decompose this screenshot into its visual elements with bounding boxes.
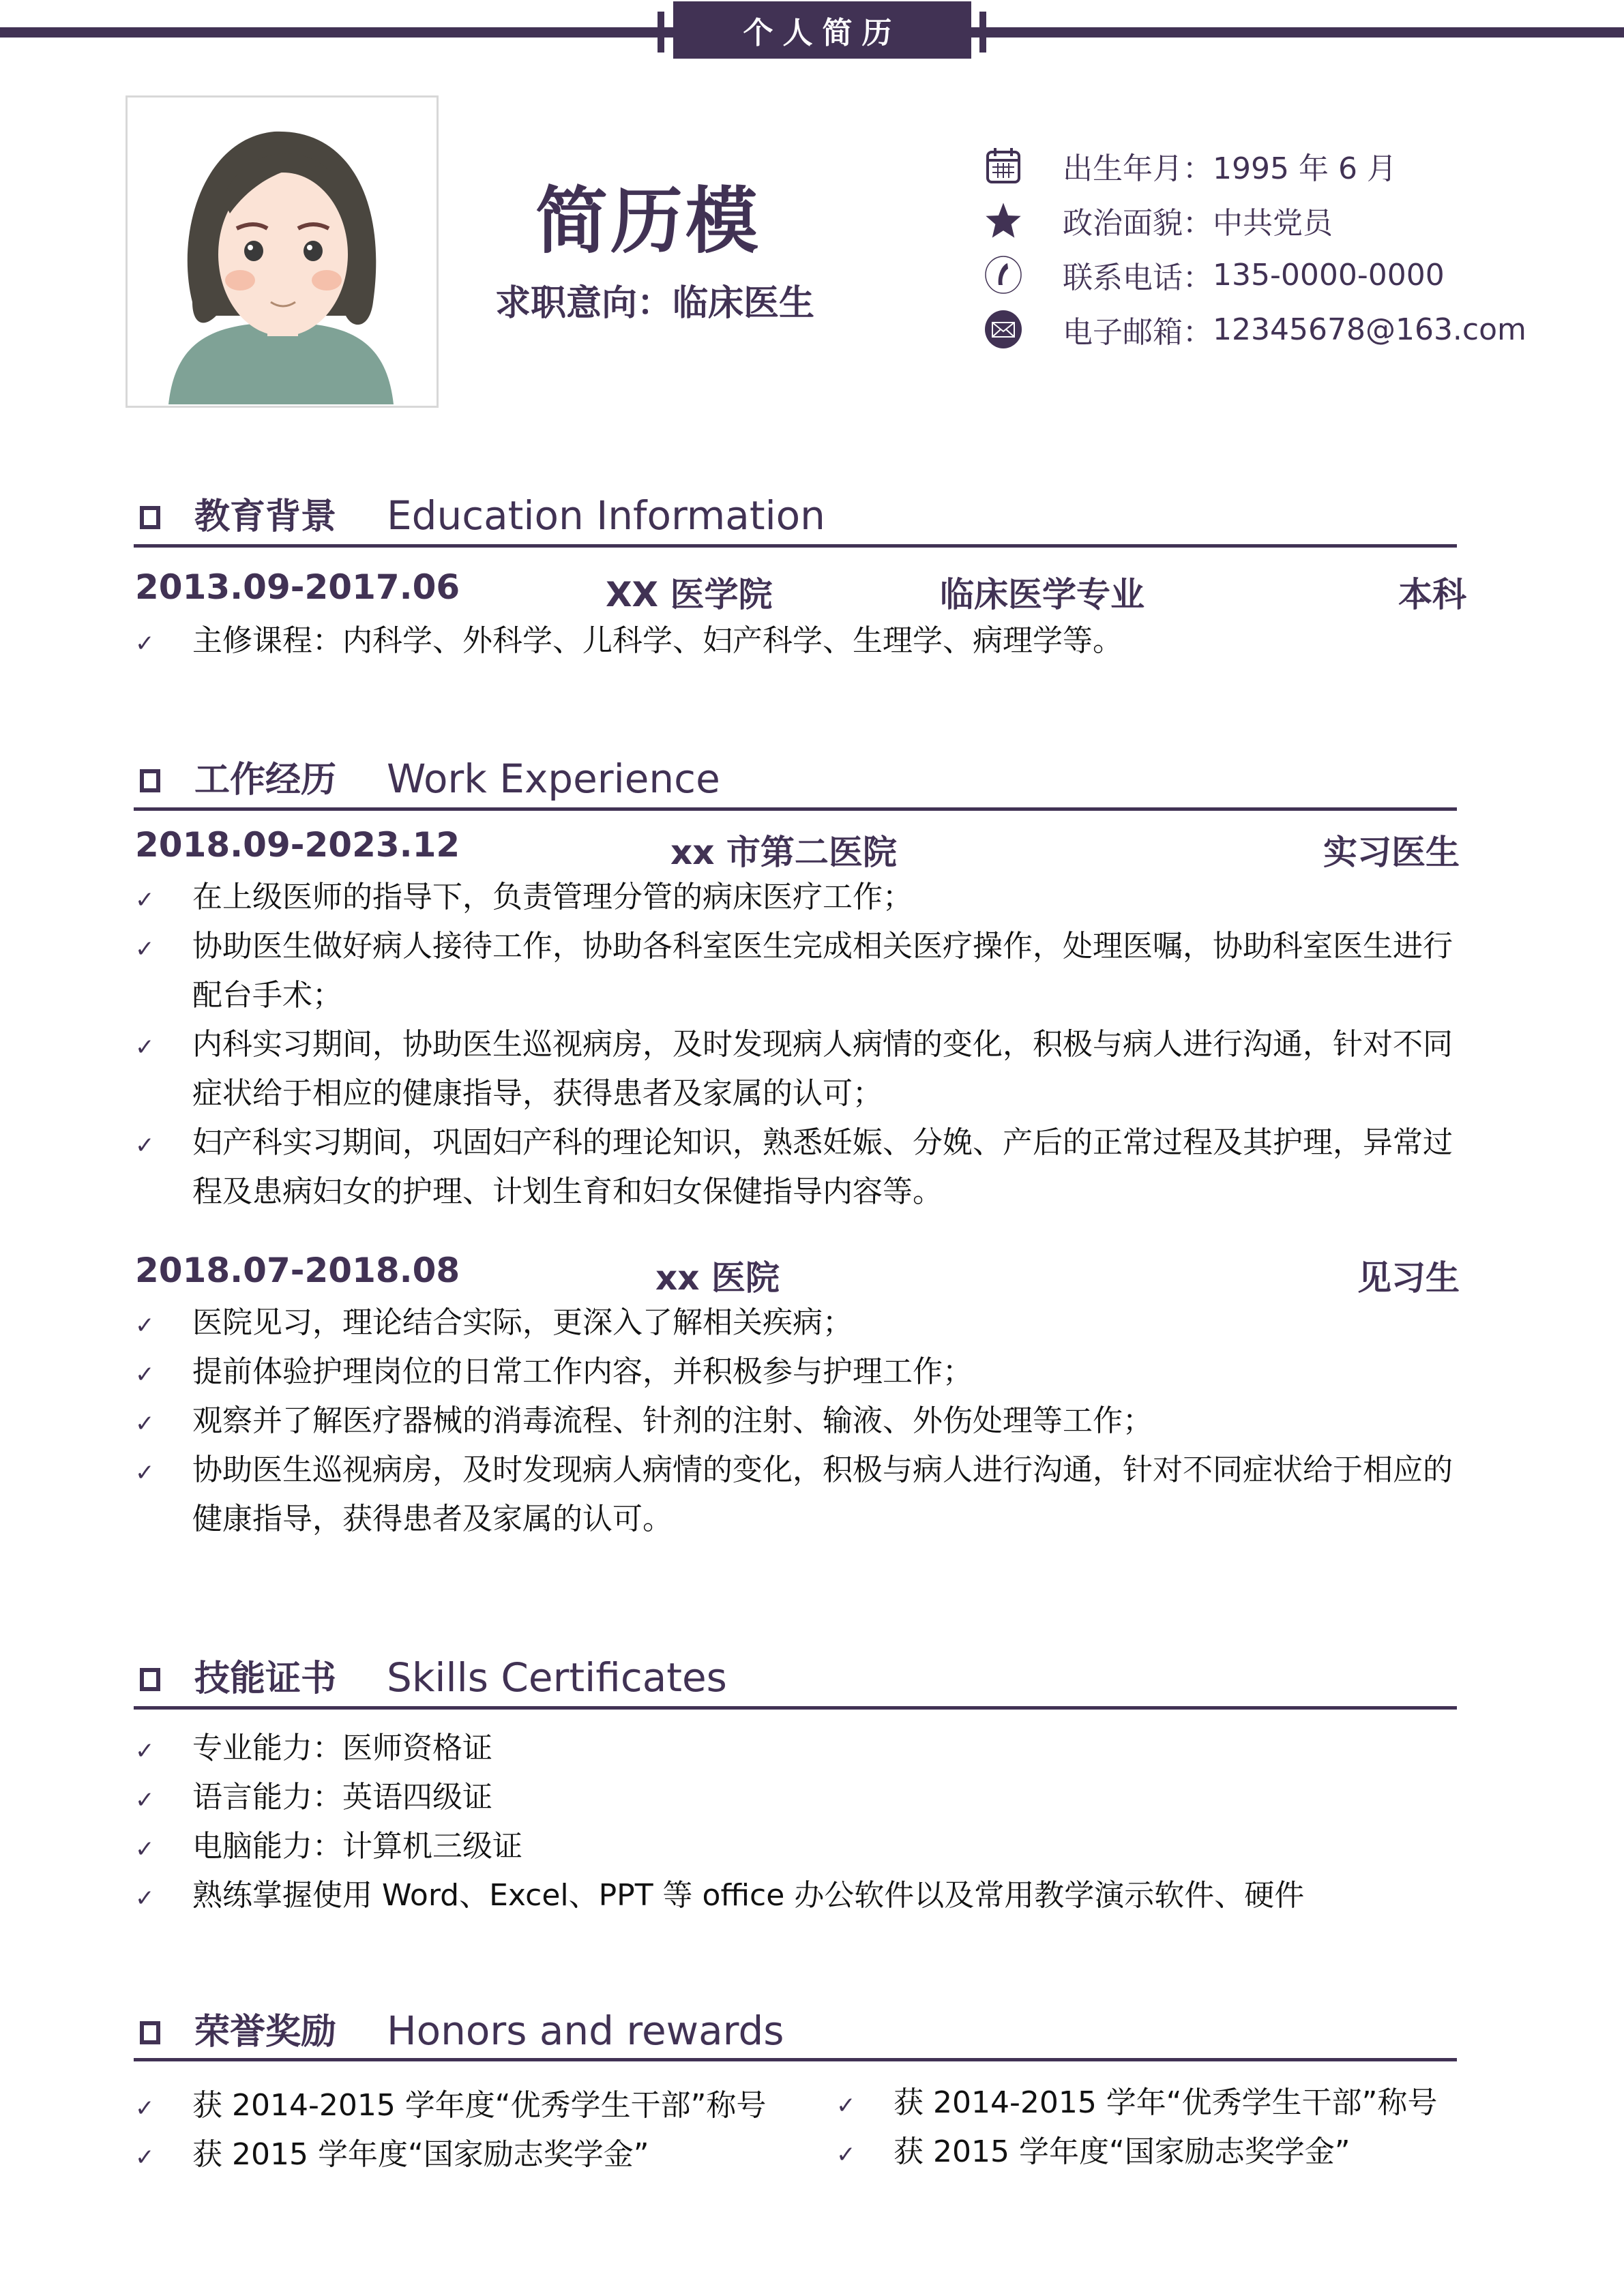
section-title-cn: 工作经历 [194,760,337,801]
banner-bracket-right [979,12,986,53]
mail-icon [982,308,1024,351]
work-org: xx 市第二医院 [670,833,897,872]
list-item: ✓ 专业能力：医师资格证 [135,1724,1472,1776]
edu-period: 2013.09-2017.06 [135,567,460,607]
checkmark-icon: ✓ [135,1410,155,1437]
calendar-icon [982,145,1024,187]
section-work-header [140,747,1463,802]
list-item: ✓ 主修课程：内科学、外科学、儿科学、妇产科学、生理学、病理学等。 [135,616,1472,668]
checkmark-icon: ✓ [135,1787,155,1814]
checkmark-icon: ✓ [135,1738,155,1765]
list-item: ✓ 获 2015 学年度“国家励志奖学金” [135,2130,817,2182]
banner-bracket-left [658,12,664,53]
work-entry [135,825,1460,872]
edu-school: XX 医学院 [606,575,773,614]
list-item: ✓ 语言能力：英语四级证 [135,1773,1472,1825]
square-bullet-icon [140,506,160,529]
edu-degree: 本科 [1398,575,1466,614]
section-divider [134,2058,1457,2061]
contact-birth [982,145,1397,186]
edu-major: 临床医学专业 [940,575,1145,614]
checkmark-icon: ✓ [135,1312,155,1339]
section-title-cn: 荣誉奖励 [194,2012,337,2053]
section-divider [134,807,1457,811]
section-title-cn: 教育背景 [194,496,337,537]
list-item: ✓ 获 2014-2015 学年“优秀学生干部”称号 [836,2078,1505,2130]
contact-value: 1995 年 6 月 [1213,151,1397,186]
checkmark-icon: ✓ [135,2095,155,2122]
checkmark-icon: ✓ [135,1034,155,1061]
contact-label: 电子邮箱： [1063,315,1213,350]
star-icon [982,199,1024,241]
checkmark-icon: ✓ [135,1885,155,1912]
square-bullet-icon [140,1668,160,1691]
contact-label: 政治面貌： [1063,206,1213,241]
list-item: ✓ 协助医生巡视病房，及时发现病人病情的变化，积极与病人进行沟通，针对不同症状给于相应的健康指导，获得患者及家属的认可。 [135,1446,1472,1544]
list-item: ✓ 在上级医师的指导下，负责管理分管的病床医疗工作； [135,873,1472,925]
section-divider [134,1706,1457,1710]
avatar-photo [126,95,439,408]
contact-value: 135-0000-0000 [1213,257,1445,293]
work-period: 2018.09-2023.12 [135,825,460,865]
section-title-en: Honors and rewards [387,2008,784,2054]
checkmark-icon: ✓ [135,2144,155,2171]
checkmark-icon: ✓ [836,2141,856,2168]
list-item: ✓ 妇产科实习期间，巩固妇产科的理论知识，熟悉妊娠、分娩、产后的正常过程及其护理，异常过程及患病妇女的护理、计划生育和妇女保健指导内容等。 [135,1118,1472,1217]
section-title-en: Skills Certificates [387,1654,727,1701]
phone-icon [982,254,1024,296]
contact-phone [982,254,1445,295]
list-item: ✓ 获 2015 学年度“国家励志奖学金” [836,2128,1505,2179]
banner-title: 个人简历 [673,1,971,59]
education-entry [135,567,1466,614]
section-title-en: Work Experience [387,756,720,802]
list-item: ✓ 医院见习，理论结合实际，更深入了解相关疾病； [135,1298,1472,1350]
candidate-name: 简历模 [535,179,761,263]
square-bullet-icon [140,769,160,792]
section-skills-header [140,1646,1463,1701]
job-intent: 求职意向：临床医生 [494,283,814,324]
section-education-header [140,484,1463,539]
square-bullet-icon [140,2021,160,2044]
contact-email [982,309,1526,350]
list-item: ✓ 熟练掌握使用 Word、Excel、PPT 等 office 办公软件以及常用教学演示软件、硬件 [135,1871,1472,1923]
section-title-cn: 技能证书 [194,1658,337,1699]
checkmark-icon: ✓ [135,1459,155,1487]
work-entry [135,1251,1460,1298]
section-divider [134,544,1457,548]
checkmark-icon: ✓ [135,936,155,963]
list-item: ✓ 电脑能力：计算机三级证 [135,1822,1472,1874]
contact-label: 出生年月： [1063,151,1213,186]
list-item: ✓ 获 2014-2015 学年度“优秀学生干部”称号 [135,2081,817,2133]
list-item: ✓ 提前体验护理岗位的日常工作内容，并积极参与护理工作； [135,1347,1472,1399]
checkmark-icon: ✓ [135,1132,155,1159]
work-period: 2018.07-2018.08 [135,1251,460,1290]
list-item: ✓ 观察并了解医疗器械的消毒流程、针剂的注射、输液、外伤处理等工作； [135,1397,1472,1448]
work-org: xx 医院 [655,1258,780,1298]
section-honors-header [140,1999,1463,2054]
cartoon-avatar-icon [128,98,437,406]
contact-political [982,200,1333,241]
checkmark-icon: ✓ [135,886,155,914]
contact-label: 联系电话： [1063,260,1213,295]
contact-value: 12345678@163.com [1213,312,1526,347]
list-item: ✓ 协助医生做好病人接待工作，协助各科室医生完成相关医疗操作，处理医嘱，协助科室医生进行配台手术； [135,922,1472,1020]
checkmark-icon: ✓ [135,1361,155,1388]
work-role: 实习医生 [1323,833,1460,872]
checkmark-icon: ✓ [135,630,155,657]
contact-value: 中共党员 [1213,206,1333,241]
checkmark-icon: ✓ [135,1836,155,1863]
checkmark-icon: ✓ [836,2092,856,2119]
work-role: 见习生 [1357,1258,1460,1298]
section-title-en: Education Information [387,492,825,539]
list-item: ✓ 内科实习期间，协助医生巡视病房，及时发现病人病情的变化，积极与病人进行沟通，针对不同症状给于相应的健康指导，获得患者及家属的认可； [135,1020,1472,1118]
